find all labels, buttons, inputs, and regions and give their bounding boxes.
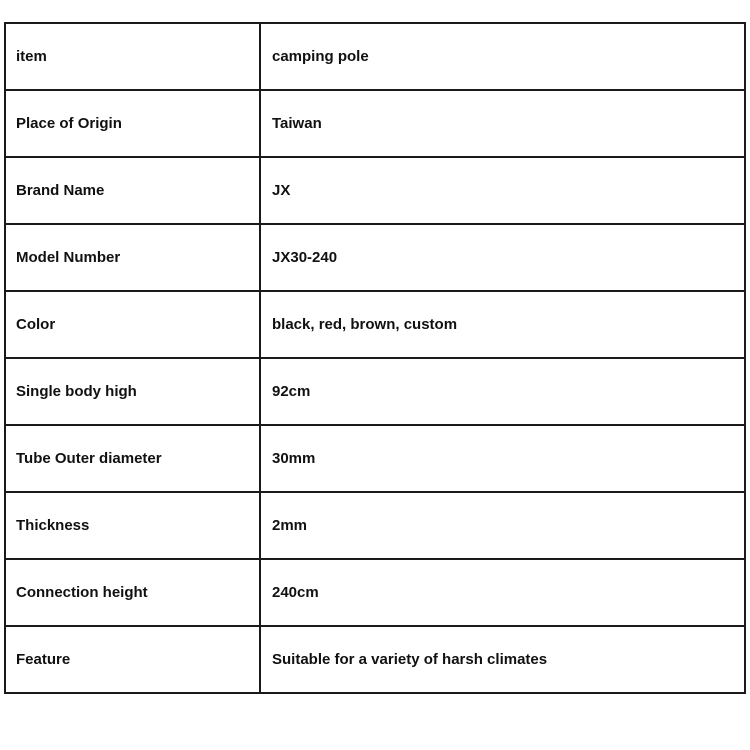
- table-row: [5, 492, 745, 559]
- spec-label: Model Number: [5, 224, 260, 291]
- spec-label: Thickness: [5, 492, 260, 559]
- table-row: [5, 23, 745, 90]
- spec-label: Brand Name: [5, 157, 260, 224]
- table-row: [5, 358, 745, 425]
- table-row: [5, 559, 745, 626]
- spec-value: camping pole: [260, 23, 745, 90]
- table-row: [5, 425, 745, 492]
- spec-label: Single body high: [5, 358, 260, 425]
- spec-label: Connection height: [5, 559, 260, 626]
- spec-value: 2mm: [260, 492, 745, 559]
- table-row: [5, 90, 745, 157]
- spec-value: 30mm: [260, 425, 745, 492]
- spec-label: Color: [5, 291, 260, 358]
- spec-value: 92cm: [260, 358, 745, 425]
- spec-value: JX30-240: [260, 224, 745, 291]
- spec-label: Place of Origin: [5, 90, 260, 157]
- spec-table: [4, 22, 746, 694]
- spec-table-body: [5, 23, 745, 693]
- table-row: [5, 157, 745, 224]
- spec-label: Feature: [5, 626, 260, 693]
- spec-value: Taiwan: [260, 90, 745, 157]
- spec-value: black, red, brown, custom: [260, 291, 745, 358]
- table-row: [5, 291, 745, 358]
- spec-value: JX: [260, 157, 745, 224]
- spec-value: Suitable for a variety of harsh climates: [260, 626, 745, 693]
- table-row: [5, 224, 745, 291]
- spec-value: 240cm: [260, 559, 745, 626]
- table-row: [5, 626, 745, 693]
- spec-label: Tube Outer diameter: [5, 425, 260, 492]
- spec-label: item: [5, 23, 260, 90]
